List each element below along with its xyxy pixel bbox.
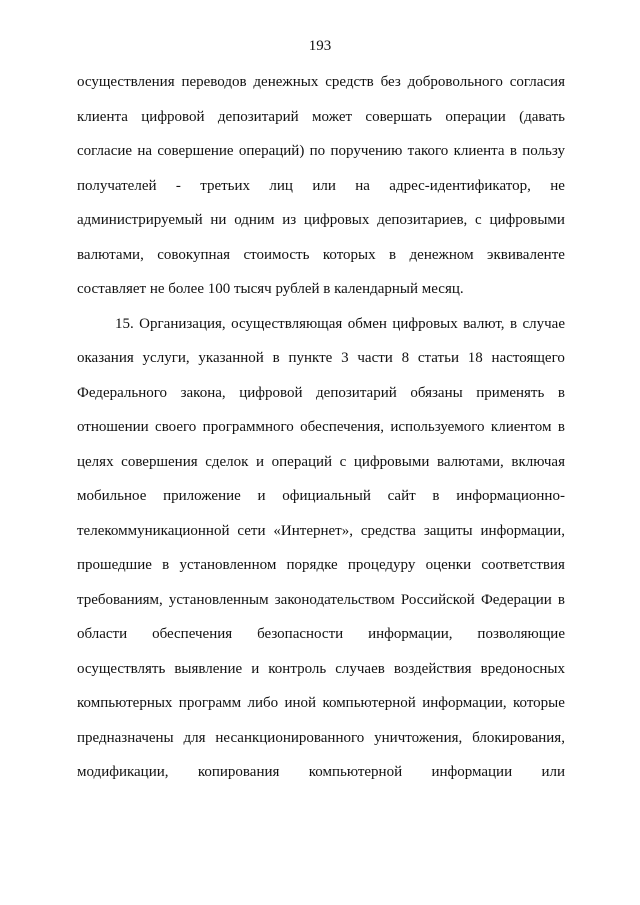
text-word: осуществления <box>77 74 175 90</box>
text-line <box>77 312 565 347</box>
text-word: цифровой <box>141 108 205 125</box>
text-word: статьи <box>417 350 459 366</box>
text-word: и <box>251 660 260 677</box>
text-word: или <box>541 764 565 780</box>
text-word: операции <box>445 108 506 125</box>
text-word: валютами, <box>436 453 504 470</box>
text-word: одним <box>234 212 275 228</box>
text-word: на <box>355 177 370 194</box>
text-word: и <box>257 488 266 504</box>
text-line <box>77 726 565 761</box>
text-word: в <box>509 143 517 159</box>
text-line <box>77 484 565 519</box>
text-line <box>77 105 565 140</box>
text-line <box>77 450 565 485</box>
text-word: клиента <box>77 108 128 125</box>
text-word: программ <box>178 695 242 711</box>
text-word: компьютерной <box>322 695 416 711</box>
text-word: сети <box>237 522 266 539</box>
text-word: составляет не более 100 тысяч рублей в календарный месяц. <box>77 281 464 297</box>
text-line <box>77 519 565 554</box>
text-line <box>77 622 565 657</box>
text-line <box>77 553 565 588</box>
text-word: области <box>77 626 128 642</box>
text-word: без <box>380 74 401 90</box>
text-line <box>77 760 565 795</box>
text-word: в <box>557 384 565 401</box>
text-line <box>77 208 565 243</box>
text-word: контроль <box>268 660 327 677</box>
text-word: в <box>272 350 280 366</box>
text-line <box>77 243 565 278</box>
text-word: цифровыми <box>489 212 565 228</box>
text-word: цифровыми <box>353 453 430 470</box>
text-word: пункте <box>288 350 333 366</box>
text-word: в <box>162 557 170 573</box>
text-word: из <box>282 212 297 228</box>
text-word: указанной <box>198 350 264 366</box>
text-word: для <box>183 729 206 746</box>
text-word: валютами, <box>77 246 144 263</box>
text-word: блокирования, <box>472 729 565 746</box>
text-word: средств <box>325 74 374 90</box>
text-word: Федерального <box>77 384 168 401</box>
text-word: в <box>509 315 518 332</box>
text-word: компьютерной <box>308 764 403 780</box>
text-word: либо <box>247 695 279 711</box>
text-word: воздействия <box>393 660 472 677</box>
text-word: получателей <box>77 177 157 194</box>
text-word: средства <box>360 522 416 539</box>
text-line <box>77 657 565 692</box>
text-word: третьих <box>200 177 251 194</box>
text-word: - <box>175 177 181 194</box>
text-word: установленном <box>179 557 277 573</box>
text-word: «Интернет», <box>273 522 353 539</box>
text-word: обмен <box>347 315 387 332</box>
text-word: иной <box>284 695 317 711</box>
text-word: или <box>312 177 336 194</box>
text-word: законодательством <box>274 591 395 608</box>
text-word: может <box>312 108 353 125</box>
text-word: случае <box>522 315 565 332</box>
text-word: модификации, <box>77 764 169 780</box>
text-word: копирования <box>197 764 280 780</box>
text-word: безопасности <box>257 626 344 642</box>
text-word: установленным <box>168 591 269 608</box>
text-word: администрируемый <box>77 212 203 228</box>
text-word: целях <box>77 453 114 470</box>
text-word: программного <box>202 419 294 435</box>
text-word: операций <box>271 453 333 470</box>
text-word: позволяющие <box>477 626 565 642</box>
text-line <box>77 70 565 105</box>
text-word: отношении <box>77 419 149 435</box>
text-word: операций) <box>238 143 305 159</box>
text-word: депозитарий <box>217 108 299 125</box>
text-word: клиентом <box>490 419 552 435</box>
text-word: оценки <box>425 557 472 573</box>
text-word: применять <box>476 384 545 401</box>
text-word: клиента <box>453 143 505 159</box>
text-word: мобильное <box>77 488 147 504</box>
text-word: оказания <box>77 350 134 366</box>
text-word: своего <box>155 419 197 435</box>
text-word: сайт <box>387 488 416 504</box>
text-word: 15. <box>115 315 134 332</box>
text-word: сделок <box>205 453 249 470</box>
text-word: стоимость <box>243 246 310 263</box>
text-word: денежных <box>253 74 319 90</box>
text-word: приложение <box>163 488 241 504</box>
text-word: обеспечения, <box>300 419 385 435</box>
text-word: закона, <box>180 384 226 401</box>
text-word: денежном <box>409 246 474 263</box>
text-word: валют, <box>463 315 505 332</box>
text-line <box>77 691 565 726</box>
text-word: информации, <box>422 695 507 711</box>
text-word: с <box>475 212 482 228</box>
text-word: совершение <box>157 143 234 159</box>
text-word: информации, <box>480 522 565 539</box>
text-word: которых <box>322 246 376 263</box>
text-word: телекоммуникационной <box>77 522 230 539</box>
text-word: 18 <box>467 350 483 366</box>
text-word: обязаны <box>410 384 463 401</box>
text-word: эквиваленте <box>487 246 565 263</box>
text-word: адрес-идентификатор, <box>389 177 531 194</box>
text-word: случаев <box>335 660 385 677</box>
text-word: депозитариев, <box>377 212 468 228</box>
text-word: с <box>339 453 347 470</box>
text-word: депозитарий <box>316 384 397 401</box>
text-word: в <box>432 488 440 504</box>
text-word: в <box>557 419 565 435</box>
text-word: лиц <box>269 177 293 194</box>
text-word: соответствия <box>481 557 565 573</box>
text-word: Организация, <box>139 315 226 332</box>
text-word: добровольного <box>407 74 503 90</box>
page-number: 193 <box>308 38 332 54</box>
text-word: включая <box>511 453 565 470</box>
text-word: согласие <box>77 143 133 159</box>
text-word: обеспечения <box>152 626 233 642</box>
text-word: совершения <box>121 453 198 470</box>
text-word: цифровых <box>392 315 458 332</box>
text-word: цифровой <box>239 384 303 401</box>
text-word: 3 <box>341 350 349 366</box>
text-word: настоящего <box>491 350 565 366</box>
text-word: защиты <box>423 522 473 539</box>
text-word: согласия <box>509 74 565 90</box>
text-word: поручению <box>330 143 403 159</box>
text-word: цифровых <box>303 212 370 228</box>
text-word: в <box>557 591 565 608</box>
text-line <box>77 139 565 174</box>
text-word: на <box>137 143 153 159</box>
text-word: порядке <box>286 557 338 573</box>
text-word: используемого <box>390 419 485 435</box>
text-word: части <box>357 350 393 366</box>
text-word: официальный <box>282 488 371 504</box>
text-word: (давать <box>519 108 565 125</box>
text-word: не <box>550 177 565 194</box>
text-word: несанкционированного <box>215 729 365 746</box>
text-word: ни <box>210 212 227 228</box>
text-word: информации <box>431 764 513 780</box>
text-line <box>77 277 565 312</box>
text-word: которые <box>513 695 565 711</box>
body-text <box>77 70 565 795</box>
text-word: процедуру <box>347 557 416 573</box>
text-line <box>77 346 565 381</box>
text-word: по <box>309 143 326 159</box>
text-word: информации, <box>368 626 453 642</box>
text-word: компьютерных <box>77 695 173 711</box>
text-word: осуществляющая <box>231 315 343 332</box>
text-word: уничтожения, <box>374 729 463 746</box>
text-word: переводов <box>181 74 247 90</box>
text-word: совершать <box>365 108 432 125</box>
text-word: такого <box>407 143 449 159</box>
text-word: 8 <box>401 350 410 366</box>
text-word: совокупная <box>157 246 231 263</box>
text-line <box>77 381 565 416</box>
text-word: Федерации <box>480 591 552 608</box>
text-word: осуществлять <box>77 660 166 677</box>
text-word: предназначены <box>77 729 174 746</box>
text-word: услуги, <box>142 350 190 366</box>
text-word: пользу <box>522 143 565 159</box>
text-word: информационно- <box>456 488 565 504</box>
text-word: вредоносных <box>480 660 565 677</box>
text-word: в <box>389 246 397 263</box>
text-word: прошедшие <box>77 557 152 573</box>
text-word: и <box>256 453 265 470</box>
text-word: выявление <box>174 660 243 677</box>
text-word: Российской <box>400 591 475 608</box>
text-word: требованиям, <box>77 591 163 608</box>
text-line <box>77 174 565 209</box>
text-line <box>77 588 565 623</box>
text-line <box>77 415 565 450</box>
